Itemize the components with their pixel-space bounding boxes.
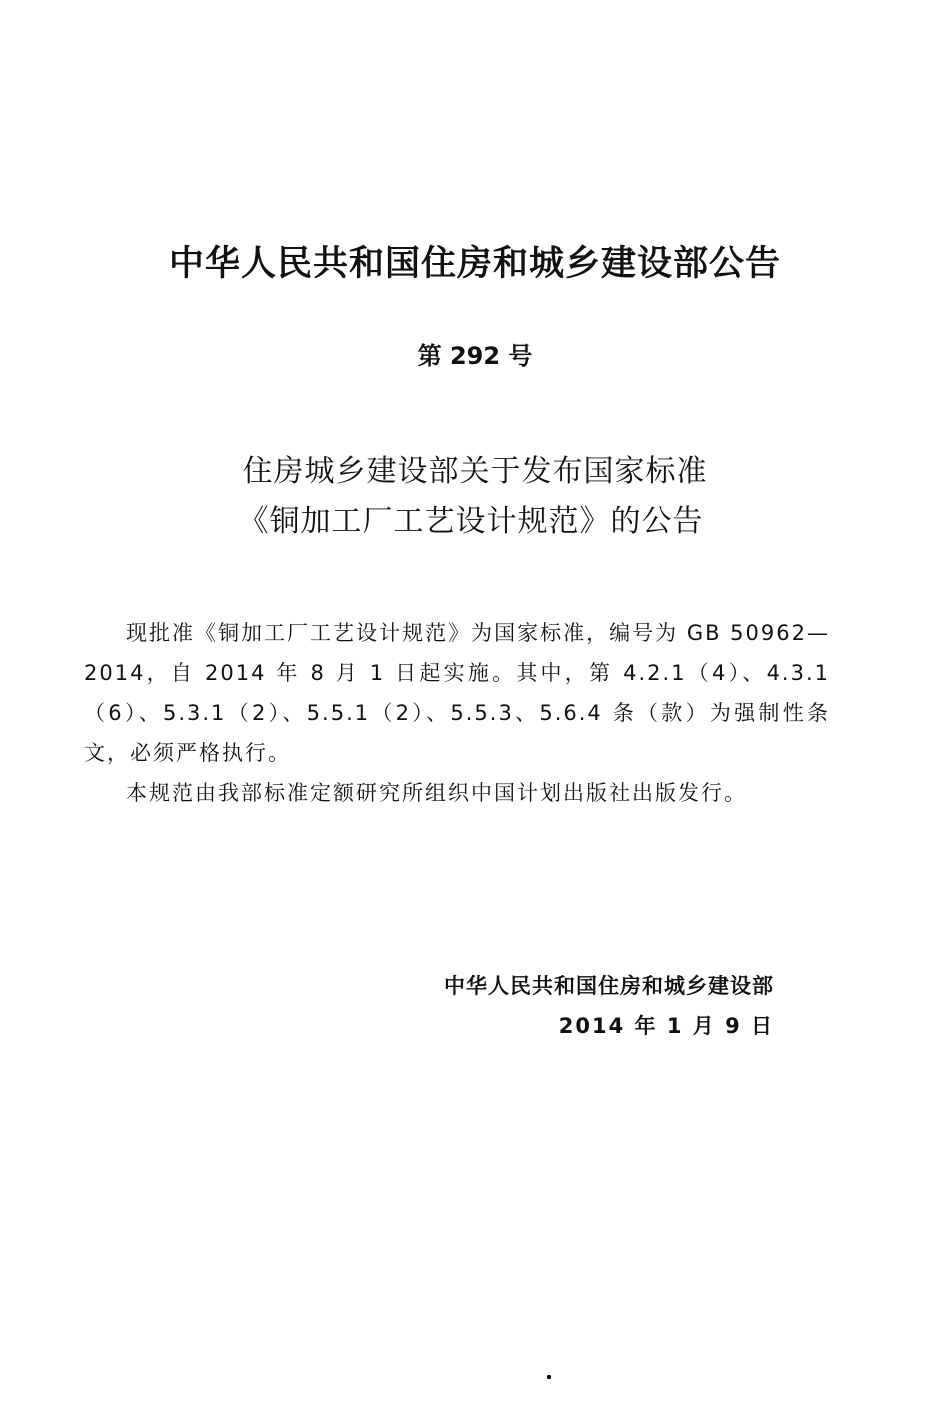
body-paragraph-1: 现批准《铜加工厂工艺设计规范》为国家标准，编号为 GB 50962—2014，自 2014 年 8 月 1 日起实施。其中，第 4.2.1（4）、4.3.1（6）、5.3.1（2）、5.5.1（2）、5.5.3、5.6.4 条（款）为强制性条文，必须严格执行。 — [84, 621, 830, 765]
page-marker-dot — [547, 1375, 551, 1379]
subtitle-line-1: 住房城乡建设部关于发布国家标准 — [242, 454, 708, 489]
subtitle-line-2: 《铜加工厂工艺设计规范》的公告 — [238, 504, 704, 539]
announcement-number: 第 292 号 — [417, 342, 533, 370]
body-paragraph-2: 本规范由我部标准定额研究所组织中国计划出版社出版发行。 — [126, 781, 747, 805]
announcement-title: 中华人民共和国住房和城乡建设部公告 — [168, 244, 781, 284]
signature-organization: 中华人民共和国住房和城乡建设部 — [444, 974, 774, 998]
announcement-body — [84, 613, 830, 813]
signature-date: 2014 年 1 月 9 日 — [558, 1014, 774, 1038]
